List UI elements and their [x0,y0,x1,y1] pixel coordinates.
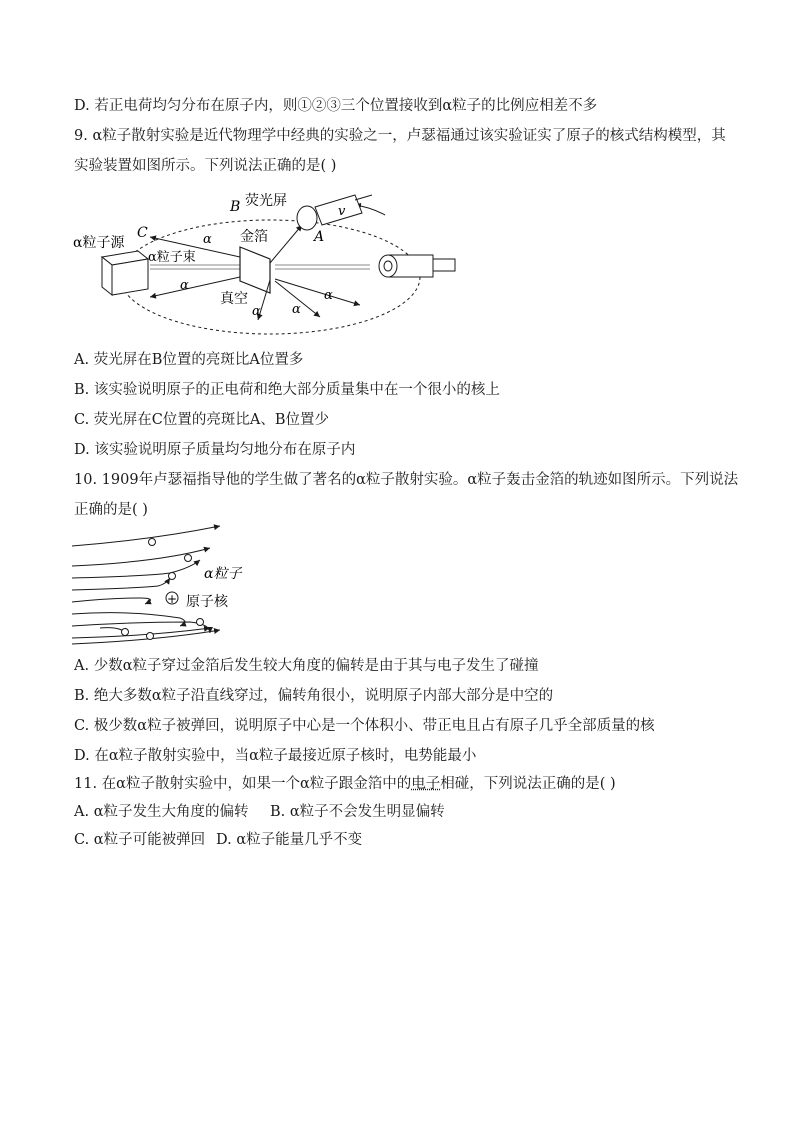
q10-trajectory-figure [70,518,320,648]
q11-option-a: A. α粒子发生大角度的偏转 [74,804,249,820]
label-alpha-3: α [252,304,261,319]
label-beam: α粒子束 [148,250,196,265]
alpha-source-box [102,251,148,295]
label-point-c: C [137,225,148,241]
label-alpha-particle: α粒子 [204,566,242,582]
q9-stem-line1: 9. α粒子散射实验是近代物理学中经典的实验之一，卢瑟福通过该实验证实了原子的核式结构模型，其 [74,128,726,144]
q9-option-d: D. 该实验说明原子质量均匀地分布在原子内 [74,442,356,458]
q11-stem-pre: 11. 在α粒子散射实验中，如果一个α粒子跟金箔中的 [74,776,412,792]
q10-option-d: D. 在α粒子散射实验中，当α粒子最接近原子核时，电势能最小 [74,748,477,764]
label-screen: 荧光屏 [245,193,287,209]
label-v: v [338,204,346,219]
label-point-a: A [314,229,325,245]
q9-option-b: B. 该实验说明原子的正电荷和绝大部分质量集中在一个很小的核上 [74,382,500,398]
nucleus [166,592,178,606]
q9-option-a: A. 荧光屏在B位置的亮斑比A位置多 [74,352,304,368]
label-alpha-2: α [180,278,189,293]
q9-scattering-apparatus-figure [70,185,470,345]
label-nucleus: 原子核 [186,594,228,610]
q10-stem-line1: 10. 1909年卢瑟福指导他的学生做了著名的α粒子散射实验。α粒子轰击金箔的轨迹如图所示。下列说法 [74,472,739,488]
q10-option-b: B. 绝大多数α粒子沿直线穿过，偏转角很小，说明原子内部大部分是中空的 [74,688,554,704]
label-point-b: B [230,199,241,215]
label-vacuum: 真空 [220,291,248,307]
q10-option-c: C. 极少数α粒子被弹回，说明原子中心是一个体积小、带正电且占有原子几乎全部质量的核 [74,718,655,734]
q9-option-c: C. 荧光屏在C位置的亮斑比A、B位置少 [74,412,330,428]
nucleus-plus-sign: + [167,592,178,606]
q11-stem [74,774,616,794]
q10-option-a: A. 少数α粒子穿过金箔后发生较大角度的偏转是由于其与电子发生了碰撞 [74,658,539,674]
right-microscope [379,255,455,277]
q11-option-b: B. α粒子不会发生明显偏转 [270,804,445,820]
q8-option-d: D. 若正电荷均匀分布在原子内，则①②③三个位置接收到α粒子的比例应相差不多 [74,98,598,114]
label-foil: 金箔 [240,229,268,245]
fluorescent-screen-detector [297,195,372,230]
label-alpha-1: α [203,232,212,247]
alpha-trajectories [72,526,220,644]
q11-stem-emphasis: 电子 [411,776,441,792]
q10-stem-line2: 正确的是( ) [74,502,148,518]
gold-foil [240,247,270,293]
q11-option-c: C. α粒子可能被弹回 [74,832,206,848]
q11-option-d: D. α粒子能量几乎不变 [216,832,363,848]
q11-stem-post: 相碰，下列说法正确的是( ) [440,776,616,792]
label-source: α粒子源 [73,235,125,251]
particle-dots [122,539,204,640]
q9-stem-line2: 实验装置如图所示。下列说法正确的是( ) [74,158,337,174]
label-alpha-5: α [324,288,333,303]
label-alpha-4: α [292,302,301,317]
